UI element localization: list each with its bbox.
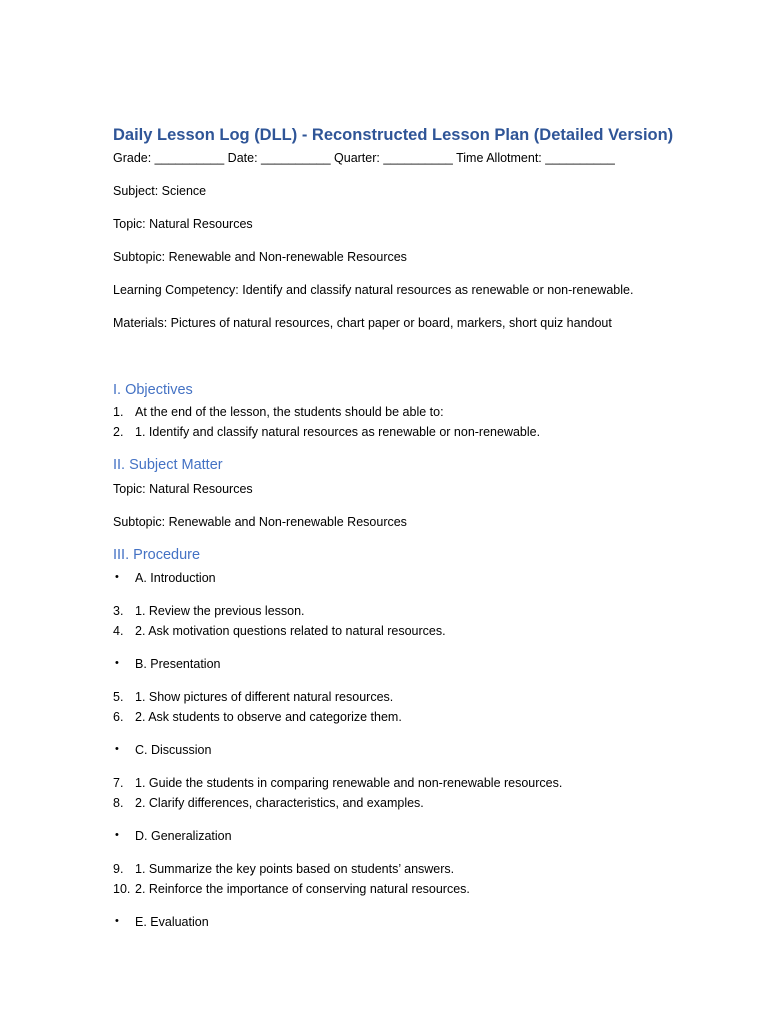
list-text: 2. Clarify differences, characteristics, and examples. bbox=[135, 796, 424, 810]
list-number: 9. bbox=[113, 862, 124, 876]
competency-line: Learning Competency: Identify and classify natural resources as renewable or non-renewable. bbox=[113, 283, 634, 297]
subject-matter-heading: II. Subject Matter bbox=[113, 457, 223, 473]
section-label: B. Presentation bbox=[135, 657, 221, 671]
list-text: 1. Show pictures of different natural resources. bbox=[135, 690, 394, 704]
list-number: 2. bbox=[113, 425, 124, 439]
subject-line: Subject: Science bbox=[113, 184, 207, 198]
list-text: At the end of the lesson, the students should be able to: bbox=[135, 405, 444, 419]
section-label: D. Generalization bbox=[135, 829, 232, 843]
meta-line: Grade: __________ Date: __________ Quarter: __________ Time Allotment: __________ bbox=[113, 151, 615, 165]
section-label: C. Discussion bbox=[135, 743, 212, 757]
list-number: 4. bbox=[113, 624, 124, 638]
bullet-icon: • bbox=[115, 657, 119, 669]
subject-matter-subtopic: Subtopic: Renewable and Non-renewable Resources bbox=[113, 515, 407, 529]
subtopic-line: Subtopic: Renewable and Non-renewable Resources bbox=[113, 250, 407, 264]
list-text: 1. Review the previous lesson. bbox=[135, 604, 305, 618]
bullet-icon: • bbox=[115, 743, 119, 755]
list-text: 2. Ask motivation questions related to natural resources. bbox=[135, 624, 446, 638]
list-text: 1. Identify and classify natural resources as renewable or non-renewable. bbox=[135, 425, 541, 439]
list-number: 8. bbox=[113, 796, 124, 810]
list-text: 2. Ask students to observe and categorize them. bbox=[135, 710, 402, 724]
objectives-heading: I. Objectives bbox=[113, 382, 193, 398]
section-label: E. Evaluation bbox=[135, 915, 209, 929]
list-number: 7. bbox=[113, 776, 124, 790]
section-label: A. Introduction bbox=[135, 571, 216, 585]
list-number: 1. bbox=[113, 405, 124, 419]
bullet-icon: • bbox=[115, 829, 119, 841]
topic-line: Topic: Natural Resources bbox=[113, 217, 253, 231]
list-text: 1. Guide the students in comparing renewable and non-renewable resources. bbox=[135, 776, 563, 790]
subject-matter-topic: Topic: Natural Resources bbox=[113, 482, 253, 496]
bullet-icon: • bbox=[115, 915, 119, 927]
list-number: 3. bbox=[113, 604, 124, 618]
list-number: 5. bbox=[113, 690, 124, 704]
bullet-icon: • bbox=[115, 571, 119, 583]
procedure-heading: III. Procedure bbox=[113, 547, 201, 563]
list-number: 6. bbox=[113, 710, 124, 724]
list-number: 10. bbox=[113, 882, 131, 896]
list-text: 2. Reinforce the importance of conserving natural resources. bbox=[135, 882, 470, 896]
list-text: 1. Summarize the key points based on students’ answers. bbox=[135, 862, 455, 876]
materials-line: Materials: Pictures of natural resources, chart paper or board, markers, short quiz handout bbox=[113, 316, 612, 330]
document-title: Daily Lesson Log (DLL) - Reconstructed Lesson Plan (Detailed Version) bbox=[113, 126, 674, 144]
